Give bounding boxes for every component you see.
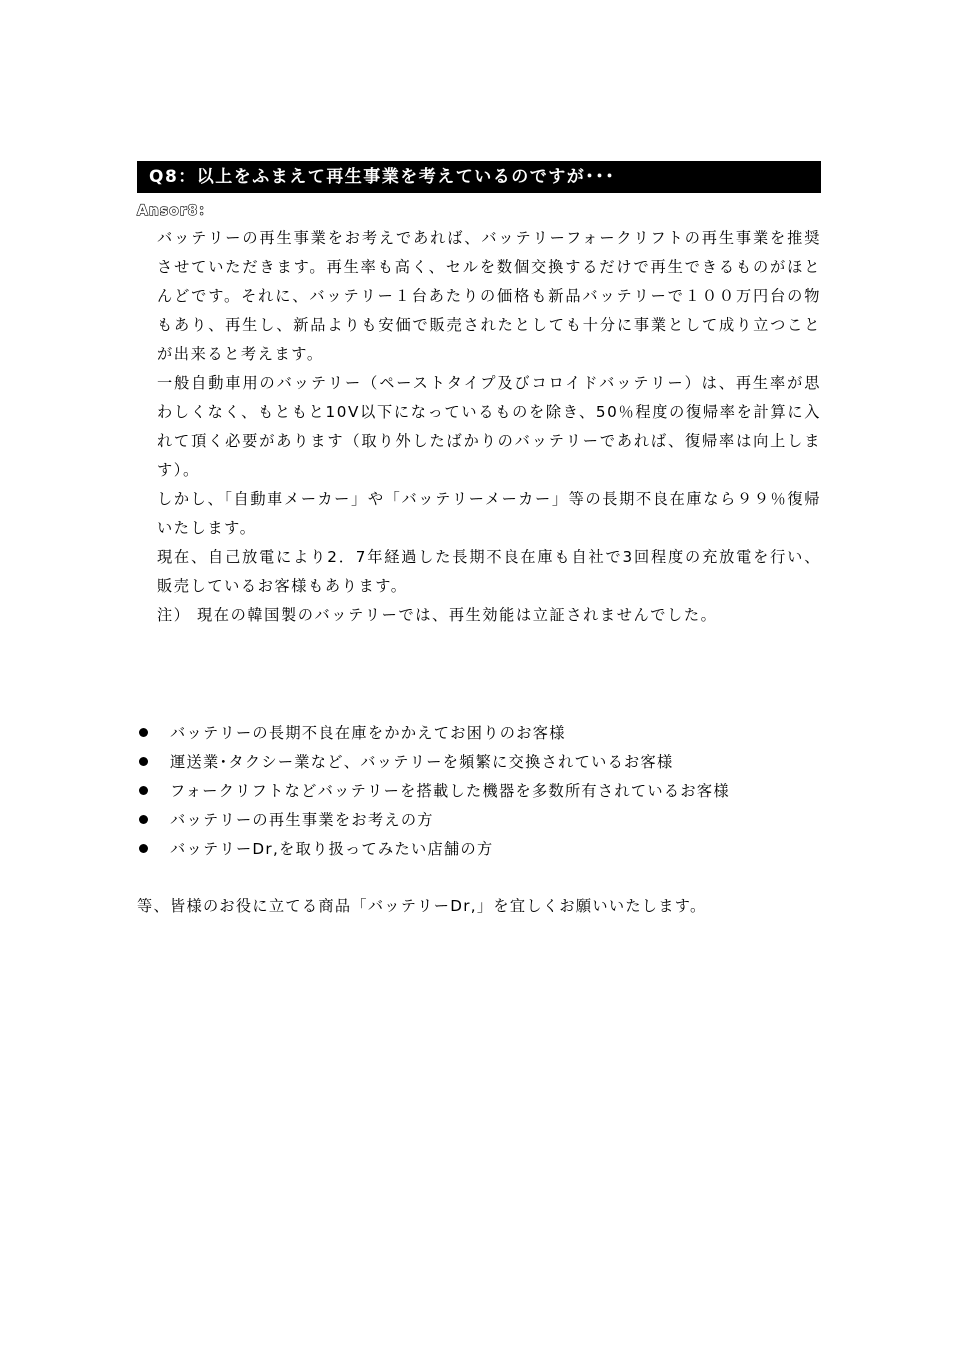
answer-paragraph: しかし、「自動車メーカー」や「バッテリーメーカー」等の長期不良在庫なら９９％復帰いたします。 — [157, 490, 821, 537]
bullet-icon — [139, 844, 148, 853]
answer-paragraph: バッテリーの再生事業をお考えであれば、バッテリーフォークリフトの再生事業を推奨させていただきます。再生率も高く、セルを数個交換するだけで再生できるものがほとんどです。それに、バッテリー１台あたりの価格も新品バッテリーで１００万円台の物もあり、再生し、新品よりも安価で販売されたとしても十分に事業として成り立つことが出来ると考えます。 — [157, 229, 821, 363]
list-item-text: バッテリーの長期不良在庫をかかえてお困りのお客様 — [170, 724, 566, 742]
list-item — [137, 747, 821, 776]
answer-paragraph: 一般自動車用のバッテリー（ペーストタイプ及びコロイドバッテリー）は、再生率が思わしくなく、もともと10V以下になっているものを除き、50％程度の復帰率を計算に入れて頂く必要があります（取り外したばかりのバッテリーであれば、復帰率は向上します）。 — [157, 374, 821, 479]
answer-body — [157, 224, 821, 630]
bullet-icon — [139, 757, 148, 766]
bullet-icon — [139, 786, 148, 795]
list-item — [137, 718, 821, 747]
bullet-icon — [139, 815, 148, 824]
answer-note: 注） 現在の韓国製のバッテリーでは、再生効能は立証されませんでした。 — [157, 606, 718, 624]
list-item — [137, 805, 821, 834]
closing-text: 等、皆様のお役に立てる商品「バッテリーDr,」を宜しくお願いいたします。 — [137, 897, 707, 915]
list-item — [137, 834, 821, 863]
list-item-text: フォークリフトなどバッテリーを搭載した機器を多数所有されているお客様 — [170, 782, 730, 800]
list-item-text: バッテリーDr,を取り扱ってみたい店舗の方 — [170, 840, 494, 858]
bullet-icon — [139, 728, 148, 737]
answer-label: Ansor8： — [137, 203, 214, 219]
list-item-text: バッテリーの再生事業をお考えの方 — [170, 811, 434, 829]
list-item — [137, 776, 821, 805]
list-item-text: 運送業･タクシー業など、バッテリーを頻繁に交換されているお客様 — [170, 753, 674, 771]
answer-paragraph: 現在、自己放電により2．7年経過した長期不良在庫も自社で3回程度の充放電を行い、販売しているお客様もあります。 — [157, 548, 821, 595]
target-customer-list — [137, 718, 821, 863]
question-heading: Q8：以上をふまえて再生事業を考えているのですが･･･ — [137, 161, 821, 193]
